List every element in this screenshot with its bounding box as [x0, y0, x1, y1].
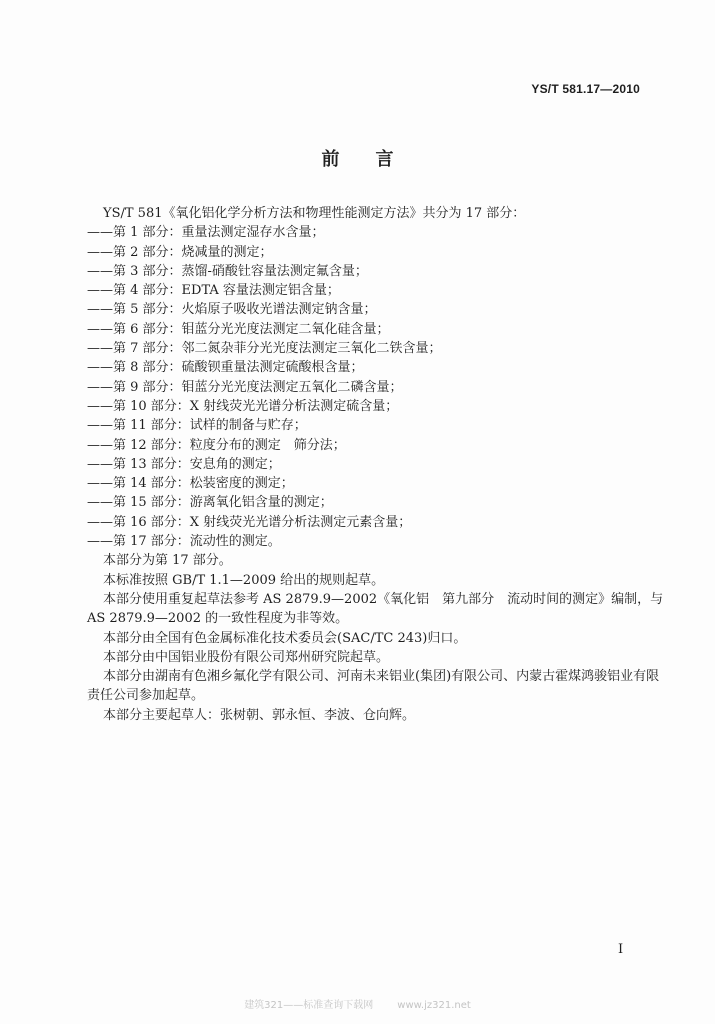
- standard-number: YS/T 581.17—2010: [531, 82, 640, 96]
- part-list-item: ——第 2 部分：烧减量的测定；: [87, 244, 273, 260]
- part-list-item: ——第 10 部分：X 射线荧光光谱分析法测定硫含量；: [87, 398, 399, 414]
- part-list-item: ——第 16 部分：X 射线荧光光谱分析法测定元素含量；: [87, 514, 412, 530]
- paragraph-participating-organizations: 本部分由湖南有色湘乡氟化学有限公司、河南未来铝业(集团)有限公司、内蒙古霍煤鸿骏铝业有限: [103, 669, 660, 685]
- paragraph-technical-committee: 本部分由全国有色金属标准化技术委员会(SAC/TC 243)归口。: [103, 630, 467, 646]
- paragraph-part-number: 本部分为第 17 部分。: [103, 553, 232, 569]
- intro-paragraph: YS/T 581《氧化铝化学分析方法和物理性能测定方法》共分为 17 部分：: [103, 206, 526, 221]
- part-list-item: ——第 6 部分：钼蓝分光光度法测定二氧化硅含量；: [87, 321, 390, 337]
- part-list-item: ——第 12 部分：粒度分布的测定 筛分法；: [87, 437, 346, 453]
- part-list-item: ——第 8 部分：硫酸钡重量法测定硫酸根含量；: [87, 360, 364, 376]
- part-list-item: ——第 14 部分：松装密度的测定；: [87, 476, 294, 492]
- part-list-item: ——第 1 部分：重量法测定湿存水含量；: [87, 225, 325, 241]
- page-number: I: [618, 942, 624, 957]
- paragraph-drafting-rules: 本标准按照 GB/T 1.1—2009 给出的规则起草。: [103, 572, 385, 588]
- part-list-item: ——第 11 部分：试样的制备与贮存；: [87, 418, 307, 434]
- part-list-item: ——第 15 部分：游离氧化铝含量的测定；: [87, 495, 333, 511]
- part-list-item: ——第 17 部分：流动性的测定。: [87, 534, 281, 550]
- paragraph-participating-organizations-continued: 责任公司参加起草。: [87, 688, 205, 704]
- part-list-item: ——第 3 部分：蒸馏-硝酸钍容量法测定氟含量；: [87, 263, 368, 279]
- paragraph-drafting-organization: 本部分由中国铝业股份有限公司郑州研究院起草。: [103, 649, 390, 665]
- watermark-site-name: 建筑321——标准查询下载网: [244, 1000, 374, 1011]
- watermark-url: www.jz321.net: [397, 1000, 471, 1011]
- watermark: [0, 996, 715, 1011]
- page-title: 前 言: [321, 149, 403, 170]
- part-list-item: ——第 7 部分：邻二氮杂菲分光光度法测定三氧化二铁含量；: [87, 341, 442, 357]
- part-list-item: ——第 5 部分：火焰原子吸收光谱法测定钠含量；: [87, 302, 377, 318]
- paragraph-drafters: 本部分主要起草人：张树朝、郭永恒、李波、仓向辉。: [103, 707, 416, 723]
- part-list-item: ——第 9 部分：钼蓝分光光度法测定五氧化二磷含量；: [87, 379, 403, 395]
- paragraph-reference-standard: 本部分使用重复起草法参考 AS 2879.9—2002《氧化铝 第九部分 流动时间的测定》编制，与: [103, 591, 664, 607]
- part-list-item: ——第 4 部分：EDTA 容量法测定铝含量；: [87, 283, 340, 299]
- paragraph-reference-standard-continued: AS 2879.9—2002 的一致性程度为非等效。: [87, 611, 349, 627]
- foreword-body: [0, 204, 715, 725]
- part-list-item: ——第 13 部分：安息角的测定；: [87, 456, 281, 472]
